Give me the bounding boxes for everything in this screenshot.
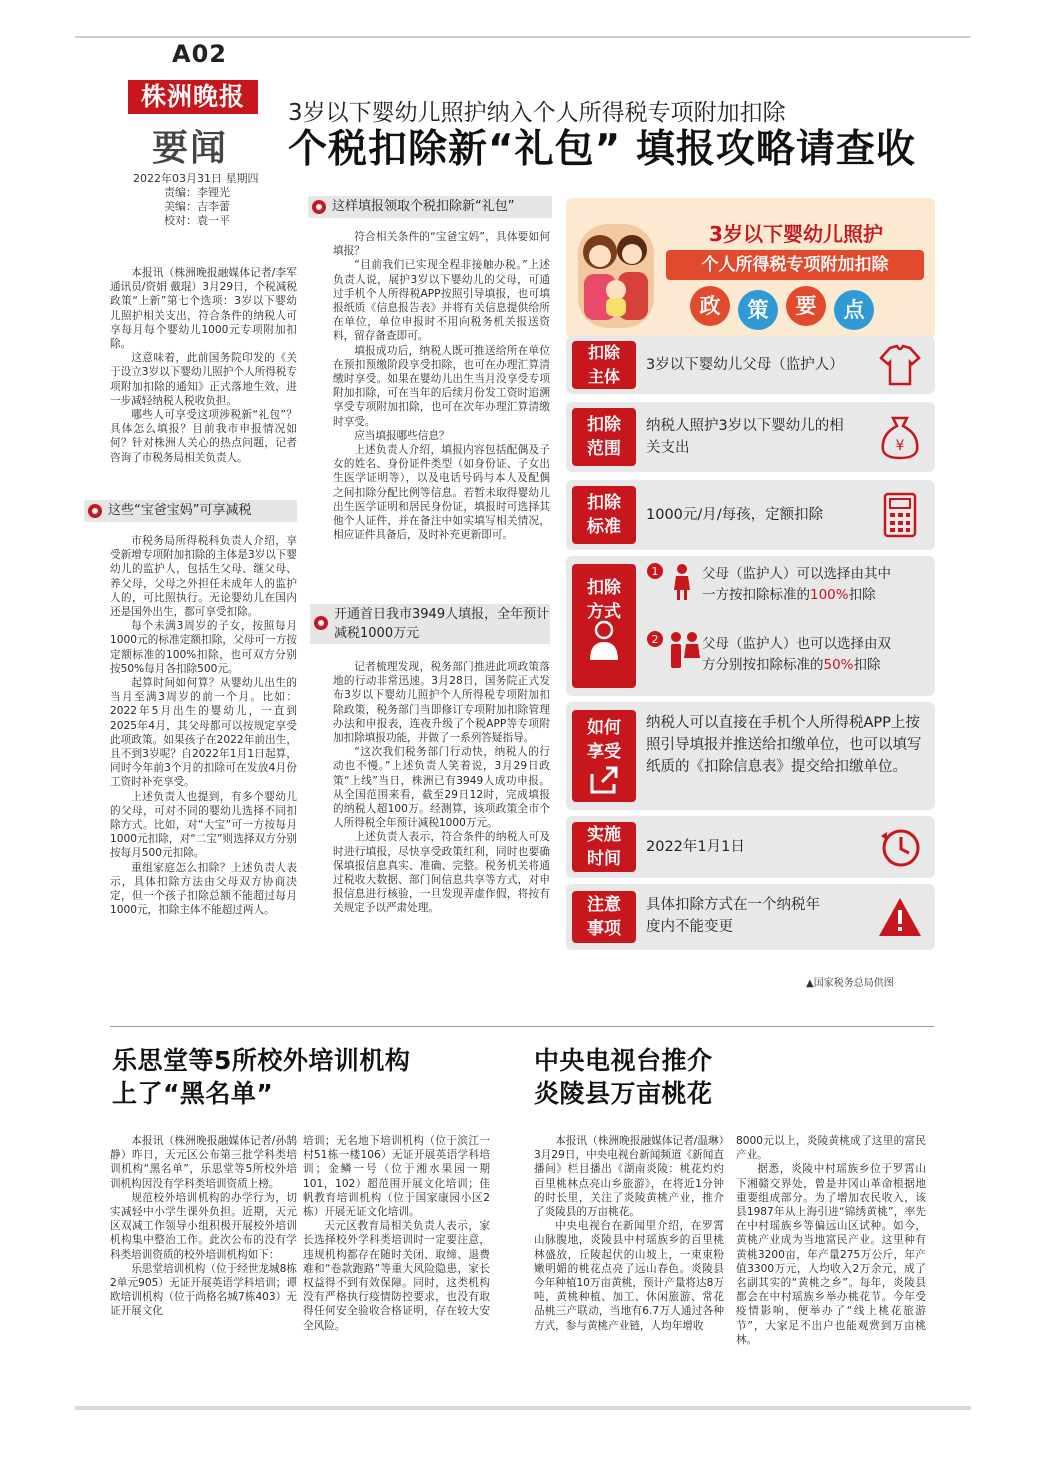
section-badge-howto xyxy=(308,196,552,218)
paragraph: “目前我们已实现全程非接触办税。”上述负责人说，展护3岁以下婴幼儿的父母，可通过手机个人所得税APP按照引导填报，也可填报纸质《信息报告表》并将有关信息提供给所在单位，单位申报时不用向税务机关报送资料，留存备查即可。 xyxy=(333,259,550,343)
bullet-icon xyxy=(312,200,326,214)
svg-text:1: 1 xyxy=(651,565,659,578)
paragraph: 天元区教育局相关负责人表示，家长选择校外学科类培训时一定要注意，违规机构都存在随时关闭、取缔、退费难和“卷款跑路”等重大风险隐患，家长权益得不到有效保障。同时，这类机构没有严格执行疫情防控要求，也没有取得任何安全验收合格证明，存在较大安全风险。 xyxy=(303,1220,490,1332)
bottom-rule xyxy=(75,1406,971,1410)
policy-tag: 要 xyxy=(786,286,826,326)
row-label: 扣除 范围 xyxy=(572,408,636,466)
paragraph: 本报讯（株洲晚报融媒体记者/孙鹄静）昨日，天元区公布第三批学科类培训机构“黑名单”，乐思堂等5所校外培训机构因没有学科类培训资质上榜。 xyxy=(110,1135,297,1190)
warning-icon xyxy=(875,892,925,942)
highlight-100: 100% xyxy=(810,587,849,603)
row-how-to-enjoy xyxy=(566,702,935,810)
row-label: 扣除 标准 xyxy=(572,486,636,544)
policy-tag: 点 xyxy=(834,290,874,330)
person-icon xyxy=(586,618,622,662)
section-badge-eligible xyxy=(84,500,297,522)
headline: 个税扣除新“礼包” 填报攻略请查收 xyxy=(288,127,916,172)
row-text: 纳税人可以直接在手机个人所得税APP上按照引导填报并推送给扣缴单位，也可以填写纸质的《扣除信息表》提交给扣缴单位。 xyxy=(646,715,922,775)
top-rule xyxy=(75,36,971,38)
paragraph: 上述负责人介绍，填报内容包括配偶及子女的姓名、身份证件类型（如身份证、子女出生医学证明等），以及电话号码与本人及配偶之间扣除分配比例等信息。若暂未取得婴幼儿出生医学证明和居民身份证，填报时可选择其他个人证件，并在备注中如实填写相关情况，相应证件具备后，及时补充更新即可。 xyxy=(333,444,550,542)
article3-title xyxy=(534,1044,713,1110)
paragraph: 8000元以上，炎陵黄桃成了这里的富民产业。 xyxy=(736,1135,926,1162)
row-label: 扣除 主体 xyxy=(572,341,636,389)
paragraph: 市税务局所得税科负责人介绍，享受新增专项附加扣除的主体是3岁以下婴幼儿的监护人，包括生父母、继父母、养父母，父母之外担任未成年人的监护人的，可比照执行。无论婴幼儿在国内还是国外出生，都可享受扣除。 xyxy=(110,535,297,619)
paragraph: 填报成功后，纳税人既可推送给所在单位在预扣预缴阶段享受扣除，也可在办理汇算清缴时享受。如果在婴幼儿出生当月没享受专项附加扣除，可在当年的后续月份发工资时追溯享受专项附加扣除，也可在次年办理汇算清缴时享受。 xyxy=(333,344,550,428)
row-effective-date xyxy=(566,816,935,878)
photo-credit: ▲国家税务总局供图 xyxy=(806,978,894,989)
paragraph: 起算时间如何算？从婴幼儿出生的当月至满3周岁的前一个月。比如：2022年5月出生的婴幼儿，一直到2025年4月，其父母都可以按规定享受此项政策。如果孩子在2022年前出生，且不到3岁呢？自2022年1月1日起算，同时今年前3个月的扣除可在发放4月份工资时补充享受。 xyxy=(110,677,297,789)
option-text: 父母（监护人）可以选择由其中一方按扣除标准的 xyxy=(702,566,891,603)
row-deduction-standard xyxy=(566,480,935,550)
badge-label: 这样填报领取个税扣除新“礼包” xyxy=(332,199,515,214)
infographic-subtitle: 个人所得税专项附加扣除 xyxy=(666,250,924,280)
onesie-icon xyxy=(875,340,925,390)
section-divider xyxy=(110,1026,934,1027)
paragraph: 中央电视台在新闻里介绍，在罗霄山脉腹地，炎陵县中村瑶族乡的百里桃林盛放，丘陵起伏的山坡上，一束束粉嫩明媚的桃花点亮了远山春色。炎陵县今年种植10万亩黄桃，预计产量将达8万吨，黄桃种植、加工、休闲旅游、常花品桃三产联动，当地有6.7万人通过各种方式，参与黄桃产业链，人均年增收 xyxy=(534,1220,724,1332)
calculator-icon xyxy=(875,490,925,540)
row-deduction-scope xyxy=(566,402,935,472)
policy-infographic xyxy=(566,198,935,958)
row-text: 1000元/月/每孩，定额扣除 xyxy=(646,507,824,523)
bullet-icon xyxy=(88,504,102,518)
paragraph: 上述负责人也提到，有多个婴幼儿的父母，可对不同的婴幼儿选择不同扣除方式。比如，对“大宝”可一方按每月1000元扣除，对“二宝”则选择双方分别按每月500元扣除。 xyxy=(110,790,297,860)
row-deduction-method xyxy=(566,556,935,696)
paragraph: 每个未满3周岁的子女，按照每月1000元的标准定额扣除，父母可一方按定额标准的100%扣除，也可双方分别按50%每月各扣除500元。 xyxy=(110,620,297,675)
article2-col2 xyxy=(303,1134,490,1333)
row-label: 如何 享受 xyxy=(572,710,636,802)
infographic-header xyxy=(566,198,935,338)
article1-col1-lead xyxy=(110,266,297,465)
paragraph: 应当填报哪些信息？ xyxy=(354,429,450,442)
paragraph: 符合相关条件的“宝爸宝妈”，具体要如何填报？ xyxy=(333,231,550,258)
infographic-title: 3岁以下婴幼儿照护 xyxy=(709,222,883,246)
article2-title xyxy=(112,1044,410,1110)
editor-credit: 责编：李锂光 xyxy=(164,186,230,199)
title-line: 上了“黑名单” xyxy=(112,1079,274,1108)
article2-col1 xyxy=(110,1134,297,1319)
article3-col1 xyxy=(534,1134,724,1333)
paragraph: 本报讯（株洲晚报融媒体记者/李军 通讯员/资娟 戴琨）3月29日，个税减税政策“上新”第七个选项：3岁以下婴幼儿照护相关支出，符合条件的纳税人可享每月每个婴幼儿1000元专项附加扣除。 xyxy=(110,267,297,351)
page-number: A02 xyxy=(172,40,227,68)
money-bag-icon xyxy=(875,412,925,462)
row-deduction-subject xyxy=(566,336,935,394)
paragraph: 培训；无名地下培训机构（位于滨江一村51栋一楼106）无证开展英语学科培训；金鳞一号（位于湘水果园一期101，102）超范围开展文化培训；佳帆教育培训机构（位于国家康园小区2栋）开展无证文化培训。 xyxy=(303,1135,490,1219)
paragraph: 据悉，炎陵中村瑶族乡位于罗霄山下湘赣交界处，曾是井冈山革命根据地重要组成部分。为了增加农民收入，该县1987年从上海引进“锦绣黄桃”，率先在中村瑶族乡等偏远山区试种。如今，黄桃产业成为当地富民产业。这里种有黄桃3200亩，年产量275万公斤，年产值3300万元，人均收入2万余元，成了名副其实的“黄桃之乡”。每年，炎陵县都会在中村瑶族乡举办桃花节。今年受疫情影响，便举办了“线上桃花旅游节”，大家足不出户也能观赏到万亩桃林。 xyxy=(736,1163,926,1346)
section-title: 要闻 xyxy=(152,127,229,169)
both-parents-icon xyxy=(646,630,702,670)
row-text: 2022年1月1日 xyxy=(646,839,745,855)
row-label: 实施 时间 xyxy=(572,822,636,872)
option-text: 父母（监护人）也可以选择由双方分别按扣除标准的 xyxy=(702,636,891,673)
option-two-text xyxy=(702,634,894,676)
proofreader-credit: 校对：袁一平 xyxy=(164,214,230,227)
share-icon xyxy=(588,766,620,796)
paragraph: 上述负责人表示，符合条件的纳税人可及时进行填报，尽快享受政策红利，同时也要确保填报信息真实、准确、完整。税务机关将通过税收大数据、部门间信息共享等方式，对申报信息进行核验，一旦发现弄虚作假，将按有关规定予以严肃处理。 xyxy=(333,831,550,915)
option-text: 扣除 xyxy=(853,657,881,673)
section-badge-stats xyxy=(310,604,550,644)
row-notes xyxy=(566,884,935,950)
row-label: 注意 事项 xyxy=(572,891,636,943)
highlight-50: 50% xyxy=(823,657,854,673)
paragraph: 本报讯（株洲晚报融媒体记者/温琳）3月29日，中央电视台新闻频道《新闻直播间》栏目播出《湖南炎陵：桃花灼灼 百里桃林点亮山乡旅游》，在将近1分钟的时长里，关注了炎陵黄桃产业，推介了炎陵县的万亩桃花。 xyxy=(534,1135,724,1219)
title-line: 炎陵县万亩桃花 xyxy=(534,1079,713,1108)
paragraph: 哪些人可享受这项涉税新“礼包”？具体怎么填报？目前我市申报情况如何？针对株洲人关心的热点问题，记者咨询了市税务局相关负责人。 xyxy=(110,409,297,464)
paragraph: 记者梳理发现，税务部门推进此项政策落地的行动非常迅速。3月28日，国务院正式发布3岁以下婴幼儿照护个人所得税专项附加扣除政策，税务部门当即修订专项附加扣除管理办法和申报表，连夜升级了个税APP等专项附加扣除填报功能，并做了一系列答疑指导。 xyxy=(333,661,550,745)
title-line: 中央电视台推介 xyxy=(534,1046,713,1075)
row-text: 3岁以下婴幼儿父母（监护人） xyxy=(646,357,844,373)
one-parent-icon xyxy=(646,562,696,602)
row-label: 扣除 方式 xyxy=(572,564,636,688)
policy-tag: 政 xyxy=(690,286,730,326)
title-line: 乐思堂等5所校外培训机构 xyxy=(112,1046,411,1075)
paragraph: 规范校外培训机构的办学行为，切实减轻中小学生课外负担。近期，天元区双减工作领导小组积极开展校外培训机构集中整治工作。此次公布的没有学科类培训资质的校外培训机构如下： xyxy=(110,1191,297,1261)
article1-col2-body xyxy=(333,230,550,542)
paragraph: 这意味着，此前国务院印发的《关于设立3岁以下婴幼儿照护个人所得税专项附加扣除的通知》正式落地生效，进一步减轻纳税人税收负担。 xyxy=(110,352,297,407)
issue-date: 2022年03月31日 星期四 xyxy=(133,172,259,185)
designer-credit: 美编：吉李蕾 xyxy=(164,200,230,213)
option-text: 扣除 xyxy=(848,587,876,603)
article1-col1-body xyxy=(110,534,297,917)
badge-label: 开通首日我市3949人填报，全年预计减税1000万元 xyxy=(334,607,550,641)
newspaper-logo: 株洲晚报 xyxy=(128,80,258,114)
article3-col2 xyxy=(736,1134,926,1347)
svg-text:2: 2 xyxy=(651,633,659,646)
article1-col2-tail xyxy=(333,660,550,916)
badge-label: 这些“宝爸宝妈”可享减税 xyxy=(108,503,252,518)
svg-text:¥: ¥ xyxy=(895,438,905,454)
paragraph: 重组家庭怎么扣除？上述负责人表示，具体扣除方法由父母双方协商决定，但一个孩子扣除总额不能超过每月1000元，扣除主体不能超过两人。 xyxy=(110,861,297,917)
bullet-icon xyxy=(314,616,328,630)
row-text: 纳税人照护3岁以下婴幼儿的相关支出 xyxy=(646,418,844,456)
row-text: 具体扣除方式在一个纳税年度内不能变更 xyxy=(646,897,820,935)
family-illustration-icon xyxy=(572,218,660,330)
paragraph: 乐思堂培训机构（位于经世龙城8栋2单元905）无证开展英语学科培训；谭欧培训机构（位于尚格名城7栋403）无证开展文化 xyxy=(110,1262,297,1318)
option-one-text xyxy=(702,564,894,606)
subheadline: 3岁以下婴幼儿照护纳入个人所得税专项附加扣除 xyxy=(288,100,786,126)
paragraph: “这次我们税务部门行动快，纳税人的行动也不慢。”上述负责人笑着说，3月29日政策“上线”当日，株洲已有3949人成功申报。从全国范围来看，截至29日12时，完成填报的纳税人超100万。经测算，该项政策全市个人所得税全年预计减税1000万元。 xyxy=(333,746,550,830)
policy-tag: 策 xyxy=(738,290,778,330)
clock-icon xyxy=(875,822,925,872)
